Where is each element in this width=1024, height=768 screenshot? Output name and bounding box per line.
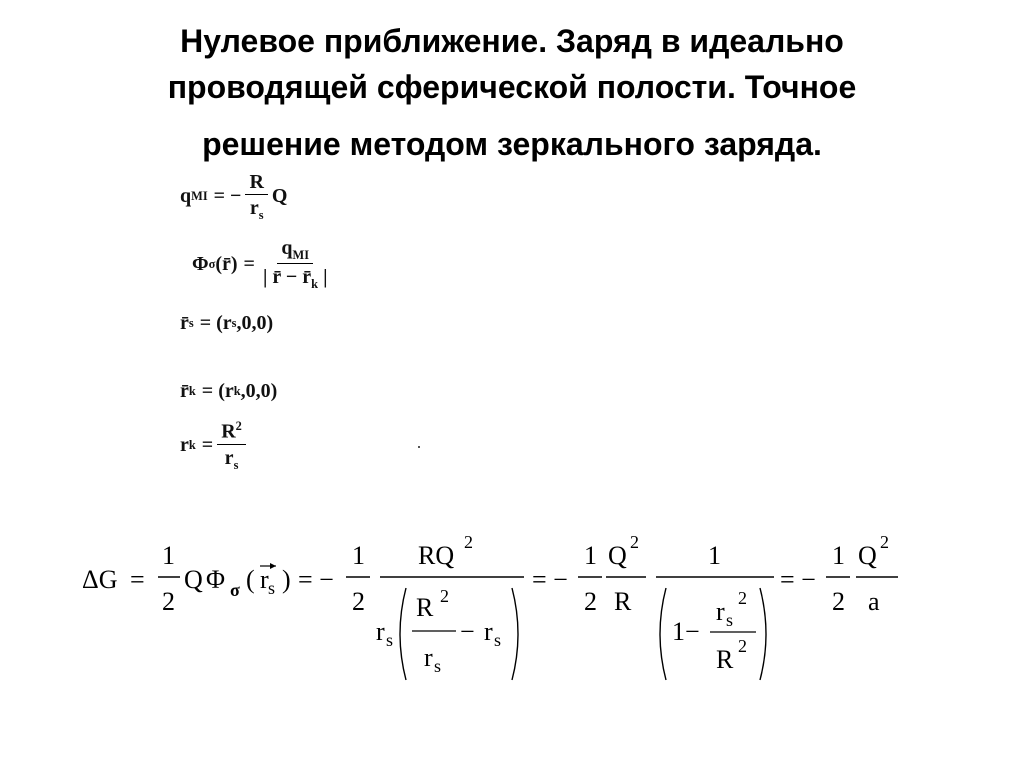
minus: − [460,617,475,646]
r-symbol: r [716,597,725,626]
paren: ( [246,565,255,594]
eq-sign: = − [298,565,334,594]
den-two: 2 [832,587,845,616]
s-sub: s [494,630,502,650]
s-sub: s [726,610,734,630]
title-line-1: Нулевое приближение. Заряд в идеально [180,23,844,59]
sigma-sub: σ [230,580,240,600]
paren: ) [282,565,291,594]
num-one: 1 [352,541,365,570]
s-sub: s [268,578,276,598]
a-symbol: a [868,587,880,616]
formula-rs-vector: r̄ s = (r s ,0,0) [180,312,274,334]
slide-title [0,18,1024,167]
den-two: 2 [162,587,175,616]
r-cap: R [614,587,632,616]
num-one: 1 [832,541,845,570]
big-paren [400,588,406,680]
fraction: $\frac{q_{MI}}{| r̄ - r̄_k |}$ [262,237,328,292]
r-symbol: r [376,617,385,646]
sup-two: 2 [880,532,889,552]
num-one: 1 [584,541,597,570]
q-symbol: Q [184,565,203,594]
one-minus: 1− [672,617,700,646]
title-line-2: проводящей сферической полости. Точное [167,69,857,106]
q-symbol: Q [858,541,877,570]
sup-two: 2 [738,636,747,656]
q-symbol: Q [608,541,627,570]
eq-sign: = − [780,565,816,594]
s-sub: s [434,656,442,676]
sup-two: 2 [464,532,473,552]
fraction: $\frac{R}{r_s}$ [245,172,267,221]
r-cap: R [716,645,734,674]
title-line-3: решение методом зеркального заряда. [202,125,822,162]
den-two: 2 [352,587,365,616]
formula-potential: Φ σ (r̄) = $\frac{q_{MI}}{| r̄ - r̄_k |}$ [192,238,335,291]
s-sub: s [386,630,394,650]
big-paren [660,588,666,680]
num-one: 1 [162,541,175,570]
sup-two: 2 [630,532,639,552]
r-symbol: r [484,617,493,646]
formula-rk-vector: r̄ k = (r k ,0,0) [180,380,278,402]
rq: RQ [418,541,455,570]
formula-image-charge: q MI = − $\frac{R}{r_s}$ Q [180,171,288,222]
eq-sign: = − [532,565,568,594]
r-cap: R [416,593,434,622]
sup-two: 2 [440,586,449,606]
fraction: $\frac{R^2}{r_s}$ [217,420,246,471]
stray-dot [418,446,420,448]
r-symbol: r [260,565,269,594]
den-two: 2 [584,587,597,616]
num-one: 1 [708,541,721,570]
eq-sign: = [130,565,145,594]
big-paren [512,588,518,680]
big-paren [760,588,766,680]
r-symbol: r [424,643,433,672]
delta-g: ΔG [82,565,118,594]
sup-two: 2 [738,588,747,608]
formula-rk: r k = $\frac{R^2}{r_s}$ [180,420,250,471]
phi-symbol: Φ [206,565,226,594]
